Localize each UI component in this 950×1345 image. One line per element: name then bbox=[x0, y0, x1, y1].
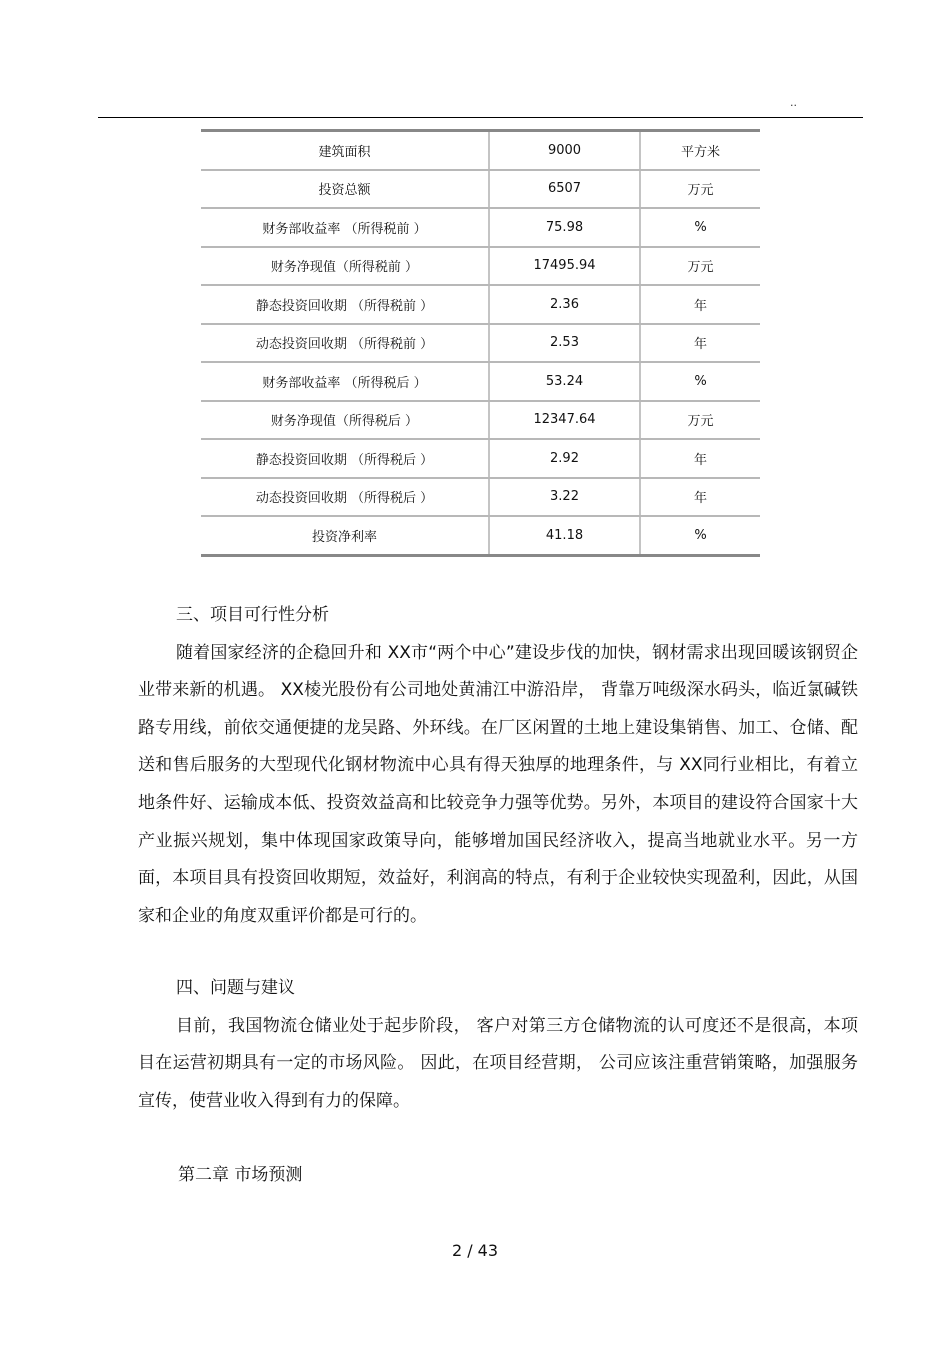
metric-value: 3.22 bbox=[489, 478, 640, 517]
table-row bbox=[201, 285, 760, 324]
metric-label: 动态投资回收期 （所得税前 ） bbox=[201, 324, 489, 363]
metric-value: 12347.64 bbox=[489, 401, 640, 440]
metric-label: 财务部收益率 （所得税后 ） bbox=[201, 362, 489, 401]
metric-label: 静态投资回收期 （所得税前 ） bbox=[201, 285, 489, 324]
metric-unit: % bbox=[694, 527, 707, 543]
metric-unit: 万元 bbox=[640, 170, 760, 209]
metric-unit: 年 bbox=[640, 439, 760, 478]
metric-unit: 年 bbox=[640, 285, 760, 324]
metric-label: 投资总额 bbox=[201, 170, 489, 209]
metric-unit: 万元 bbox=[640, 401, 760, 440]
section-4 bbox=[138, 970, 858, 1120]
chapter-heading: 第二章 市场预测 bbox=[178, 1165, 303, 1185]
metric-value: 9000 bbox=[489, 131, 640, 170]
page-number: 2 / 43 bbox=[451, 1241, 499, 1260]
table-row bbox=[201, 324, 760, 363]
table-row bbox=[201, 247, 760, 286]
metric-label: 静态投资回收期 （所得税后 ） bbox=[201, 439, 489, 478]
table-row bbox=[201, 516, 760, 555]
metric-label: 财务净现值（所得税后 ） bbox=[201, 401, 489, 440]
metric-label: 动态投资回收期 （所得税后 ） bbox=[201, 478, 489, 517]
section-4-heading: 四、问题与建议 bbox=[176, 978, 295, 998]
metric-value: 75.98 bbox=[489, 208, 640, 247]
header-rule bbox=[98, 117, 863, 118]
table-row bbox=[201, 478, 760, 517]
metric-unit: 年 bbox=[640, 324, 760, 363]
section-3-paragraph: 随着国家经济的企稳回升和 XX市“两个中心”建设步伐的加快，钢材需求出现回暖该钢贸企业带来新的机遇。 XX棱光股份有公司地处黄浦江中游沿岸， 背靠万吨级深水码头，临近氯碱铁路专用线，前依交通便捷的龙吴路、外环线。在厂区闲置的土地上建设集销售、加工、仓储、配送和售后服务的大型现代化钢材物流中心具有得天独厚的地理条件，与 XX同行业相比，有着立地条件好、运输成本低、投资效益高和比较竞争力强等优势。另外，本项目的建设符合国家十大产业振兴规划，集中体现国家政策导向，能够增加国民经济收入，提高当地就业水平。另一方面，本项目具有投资回收期短，效益好，利润高的特点，有利于企业较快实现盈利，因此，从国家和企业的角度双重评价都是可行的。 bbox=[138, 642, 858, 926]
metric-value: 17495.94 bbox=[489, 247, 640, 286]
metric-unit: % bbox=[640, 208, 760, 247]
metric-value: 2.53 bbox=[489, 324, 640, 363]
metric-unit: % bbox=[640, 362, 760, 401]
metric-value: 53.24 bbox=[489, 362, 640, 401]
metric-unit: 年 bbox=[640, 478, 760, 517]
section-4-paragraph: 目前，我国物流仓储业处于起步阶段， 客户对第三方仓储物流的认可度还不是很高，本项目在运营初期具有一定的市场风险。 因此，在项目经营期， 公司应该注重营销策略，加强服务宣传，使营业收入得到有力的保障。 bbox=[138, 1015, 858, 1111]
metric-unit: 万元 bbox=[640, 247, 760, 286]
metric-value: 41.18 bbox=[489, 516, 640, 555]
header-mark: .. bbox=[790, 96, 797, 109]
table-row bbox=[201, 131, 760, 170]
section-3-heading: 三、项目可行性分析 bbox=[176, 605, 329, 625]
metric-label: 财务部收益率 （所得税前 ） bbox=[201, 208, 489, 247]
metric-label: 财务净现值（所得税前 ） bbox=[201, 247, 489, 286]
table-row bbox=[201, 439, 760, 478]
table-row bbox=[201, 362, 760, 401]
metric-unit: 平方米 bbox=[640, 131, 760, 170]
table-body bbox=[201, 131, 760, 556]
investment-summary-table bbox=[201, 129, 760, 557]
metric-label: 投资净利率 bbox=[201, 516, 489, 555]
table-row bbox=[201, 208, 760, 247]
table-row bbox=[201, 170, 760, 209]
section-3 bbox=[138, 597, 858, 935]
metric-label: 建筑面积 bbox=[201, 131, 489, 170]
metric-value: 2.92 bbox=[489, 439, 640, 478]
metric-value: 2.36 bbox=[489, 285, 640, 324]
metric-value: 6507 bbox=[489, 170, 640, 209]
table-row bbox=[201, 401, 760, 440]
